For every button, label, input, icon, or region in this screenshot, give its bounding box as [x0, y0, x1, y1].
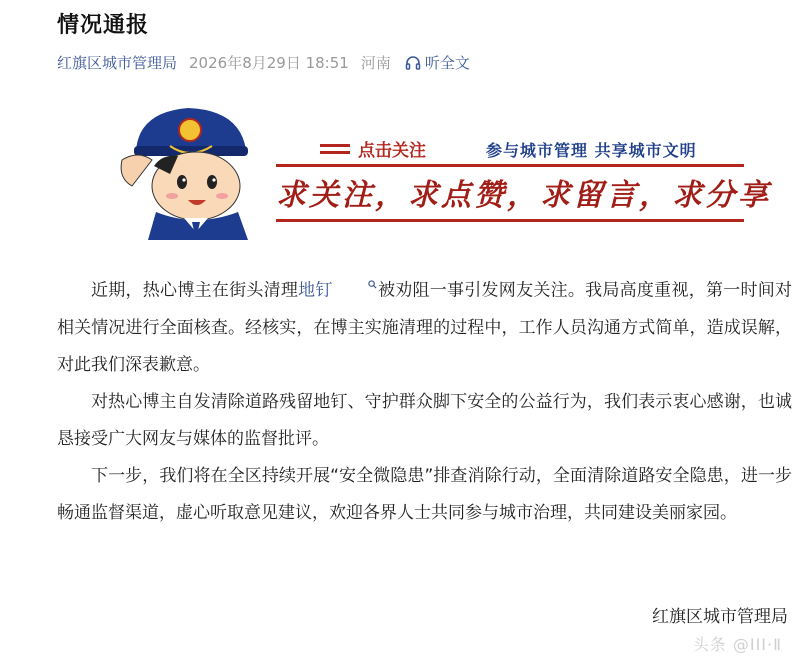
paragraph-1-rest: 被劝阻一事引发网友关注。我局高度重视，第一时间对相关情况进行全面核查。经核实，在博主实施清理的过程中，工作人员沟通方式简单，造成误解，对此我们深表歉意。 — [57, 280, 793, 375]
watermark: 头条 @ⅠⅠⅠ·Ⅱ — [692, 635, 782, 654]
headphones-icon — [405, 55, 421, 71]
keyword-link[interactable]: 地钉 — [298, 280, 333, 301]
slogan-small: 参与城市管理 共享城市文明 — [486, 141, 697, 160]
paragraph-2: 对热心博主自发清除道路残留地钉、守护群众脚下安全的公益行为，我们表示衷心感谢，也诚恳接受广大网友与媒体的监督批评。 — [57, 391, 792, 449]
region-label: 河南 — [360, 54, 391, 72]
divider-top — [276, 164, 744, 167]
paragraph-1 — [57, 266, 792, 384]
listen-full-text-button[interactable] — [405, 52, 470, 73]
article-body — [57, 266, 792, 532]
police-mascot-icon — [118, 100, 278, 240]
slogan-panel — [276, 126, 771, 236]
search-icon[interactable] — [334, 266, 377, 303]
follow-text: 点击关注 — [358, 141, 426, 161]
slogan-big: 求关注，求点赞，求留言，求分享 — [276, 178, 771, 213]
article-title: 情况通报 — [57, 13, 150, 38]
follow-banner — [118, 100, 771, 240]
author-link[interactable]: 红旗区城市管理局 — [57, 54, 178, 72]
article-meta — [57, 52, 470, 73]
publish-date: 2026年8月29日 18:51 — [189, 54, 349, 72]
follow-prompt[interactable] — [320, 136, 426, 161]
double-bar-icon — [320, 144, 350, 154]
paragraph-1-lead: 近期，热心博主在街头清理 — [91, 280, 299, 301]
listen-label: 听全文 — [424, 54, 470, 72]
divider-bottom — [276, 219, 744, 222]
signature: 红旗区城市管理局 — [652, 607, 788, 627]
paragraph-3: 下一步，我们将在全区持续开展“安全微隐患”排查消除行动，全面清除道路安全隐患，进一步畅通监督渠道，虚心听取意见建议，欢迎各界人士共同参与城市治理，共同建设美丽家园。 — [57, 465, 792, 523]
